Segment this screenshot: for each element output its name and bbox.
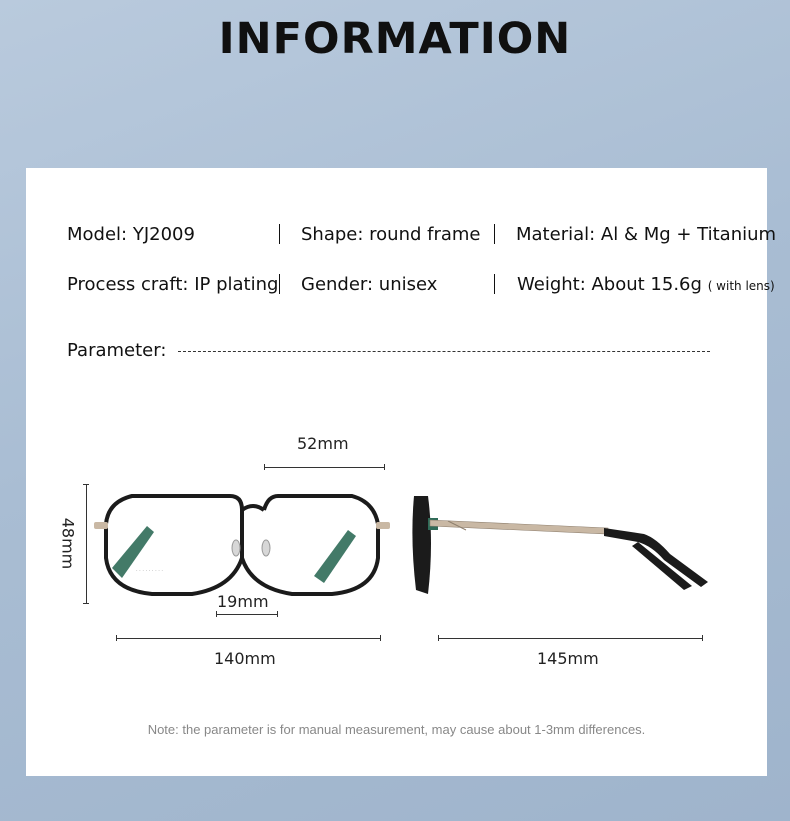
lens-height-label: 48mm	[58, 517, 78, 570]
dim-tick	[116, 635, 117, 641]
parameter-label: Parameter:	[67, 340, 167, 361]
dim-tick	[438, 635, 439, 641]
shape-spec: Shape: round frame	[301, 224, 481, 245]
process-spec: Process craft: IP plating	[67, 274, 279, 295]
lens-width-label: 52mm	[297, 434, 349, 453]
dim-tick	[702, 635, 703, 641]
model-spec: Model: YJ2009	[67, 224, 195, 245]
dim-tick	[384, 464, 385, 470]
separator	[279, 224, 280, 244]
glasses-side-icon	[408, 490, 718, 600]
weight-spec	[517, 274, 775, 295]
svg-text:· · · · · · · · ·: · · · · · · · · ·	[136, 568, 164, 574]
dim-tick	[380, 635, 381, 641]
temple-length-label: 145mm	[537, 649, 599, 668]
weight-note: ( with lens)	[707, 279, 775, 293]
dim-tick	[83, 603, 89, 604]
lens-width-line	[264, 467, 385, 468]
material-spec: Material: Al & Mg + Titanium	[516, 224, 777, 245]
dim-tick	[216, 611, 217, 617]
measurement-note: Note: the parameter is for manual measurement, may cause about 1-3mm differences.	[147, 722, 646, 737]
frame-width-line	[116, 638, 381, 639]
weight-value: Weight: About 15.6g	[517, 274, 702, 295]
lens-height-line	[86, 484, 87, 604]
temple-length-line	[438, 638, 703, 639]
glasses-front-icon	[92, 488, 392, 603]
separator	[494, 274, 495, 294]
dim-tick	[83, 484, 89, 485]
gender-spec: Gender: unisex	[301, 274, 438, 295]
info-card	[26, 168, 777, 776]
dim-tick	[277, 611, 278, 617]
separator	[494, 224, 495, 244]
frame-width-label: 140mm	[214, 649, 276, 668]
dim-tick	[264, 464, 265, 470]
parameter-dash-line	[178, 351, 710, 352]
bridge-line	[216, 614, 278, 615]
bridge-label: 19mm	[217, 592, 269, 611]
separator	[279, 274, 280, 294]
page-title: INFORMATION	[218, 14, 572, 64]
